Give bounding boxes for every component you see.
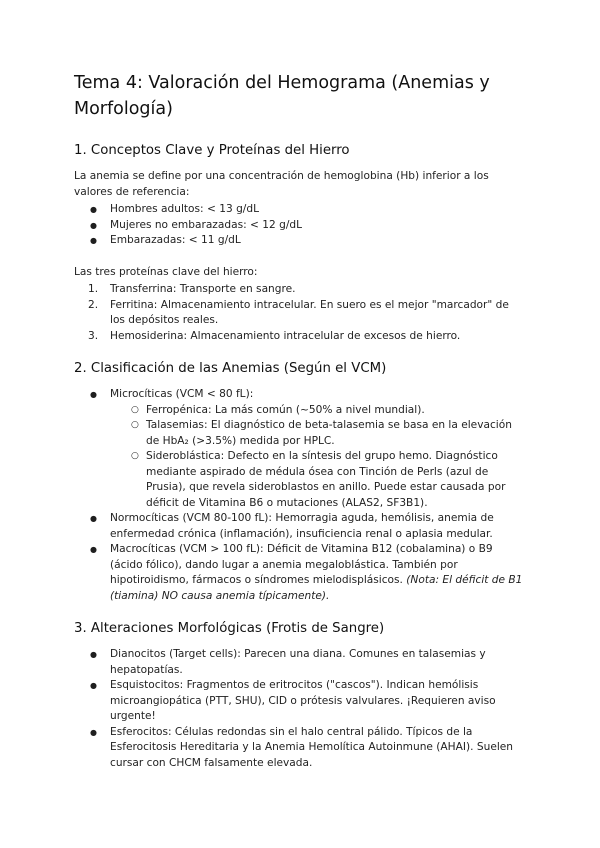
- list-item: [74, 282, 524, 298]
- anemia-classification-list: [74, 387, 524, 604]
- microcytic-sublist: [110, 403, 524, 512]
- list-item: ● Dianocitos (Target cells): Parecen una diana. Comunes en talasemias y hepatopatías.: [74, 647, 524, 678]
- list-item: ● Hombres adultos: < 13 g/dL: [74, 202, 524, 218]
- list-item: [74, 387, 524, 511]
- sub-list-item: ○ Talasemias: El diagnóstico de beta-talasemia se basa en la elevación de HbA₂ (>3.5%) medida por HPLC.: [110, 418, 524, 449]
- list-number: 1.: [88, 283, 99, 295]
- list-item: ● Esferocitos: Células redondas sin el halo central pálido. Típicos de la Esferocitosis Hereditaria y la Anemia Hemolítica Autoinmune (AHAI). Suelen cursar con CHCM falsamente elevada.: [74, 725, 524, 772]
- list-text: Transferrina: Transporte en sangre.: [110, 283, 296, 295]
- section-2-heading: 2. Clasificación de las Anemias (Según el VCM): [74, 361, 387, 376]
- list-item: ● Esquistocitos: Fragmentos de eritrocitos ("cascos"). Indican hemólisis microangiopática (PTT, SHU), CID o prótesis valvulares. ¡Requieren aviso urgente!: [74, 678, 524, 725]
- morphology-list: [74, 647, 524, 771]
- list-item: [74, 329, 524, 345]
- list-text: Ferritina: Almacenamiento intracelular. En suero es el mejor "marcador" de los depósitos reales.: [110, 298, 509, 326]
- section-1-heading: 1. Conceptos Clave y Proteínas del Hierro: [74, 143, 350, 158]
- macrocytic-note: (Nota: El déficit de B1 (tiamina) NO causa anemia típicamente).: [110, 574, 523, 602]
- list-item: [74, 542, 524, 604]
- list-number: 3.: [88, 329, 99, 342]
- anemia-definition: La anemia se define por una concentración de hemoglobina (Hb) inferior a los valores de referencia:: [74, 170, 489, 198]
- list-number: 2.: [88, 298, 99, 311]
- page-title: Tema 4: Valoración del Hemograma (Anemias y Morfología): [74, 73, 490, 119]
- section-3-heading: 3. Alteraciones Morfológicas (Frotis de Sangre): [74, 621, 385, 636]
- section-2: [74, 360, 524, 604]
- list-item: ● Mujeres no embarazadas: < 12 g/dL: [74, 218, 524, 234]
- list-item: ● Normocíticas (VCM 80-100 fL): Hemorragia aguda, hemólisis, anemia de enfermedad crónica (inflamación), insuficiencia renal o aplasia medular.: [74, 511, 524, 542]
- list-item: [74, 298, 524, 329]
- hb-thresholds-list: [74, 202, 524, 249]
- section-1: [74, 142, 524, 344]
- macrocytic-text: Macrocíticas (VCM > 100 fL): Déficit de Vitamina B12 (cobalamina) o B9 (ácido fólico), dando lugar a anemia megaloblástica. También por hipotiroidismo, fármacos o síndromes mielodisplásicos.: [110, 543, 493, 586]
- sub-list-item: ○ Ferropénica: La más común (~50% a nivel mundial).: [110, 403, 524, 419]
- sub-list-item: ○ Sideroblástica: Defecto en la síntesis del grupo hemo. Diagnóstico mediante aspirado de médula ósea con Tinción de Perls (azul de Prusia), que revela sideroblastos en anillo. Puede estar causada por déficit de Vitamina B6 o mutaciones (ALAS2, SF3B1).: [110, 449, 524, 511]
- iron-proteins-list: [74, 282, 524, 344]
- section-3: [74, 620, 524, 771]
- list-text: Hemosiderina: Almacenamiento intracelular de excesos de hierro.: [110, 329, 461, 342]
- iron-proteins-intro: Las tres proteínas clave del hierro:: [74, 265, 258, 278]
- list-item: ● Embarazadas: < 11 g/dL: [74, 233, 524, 249]
- microcytic-label: Microcíticas (VCM < 80 fL):: [110, 388, 254, 400]
